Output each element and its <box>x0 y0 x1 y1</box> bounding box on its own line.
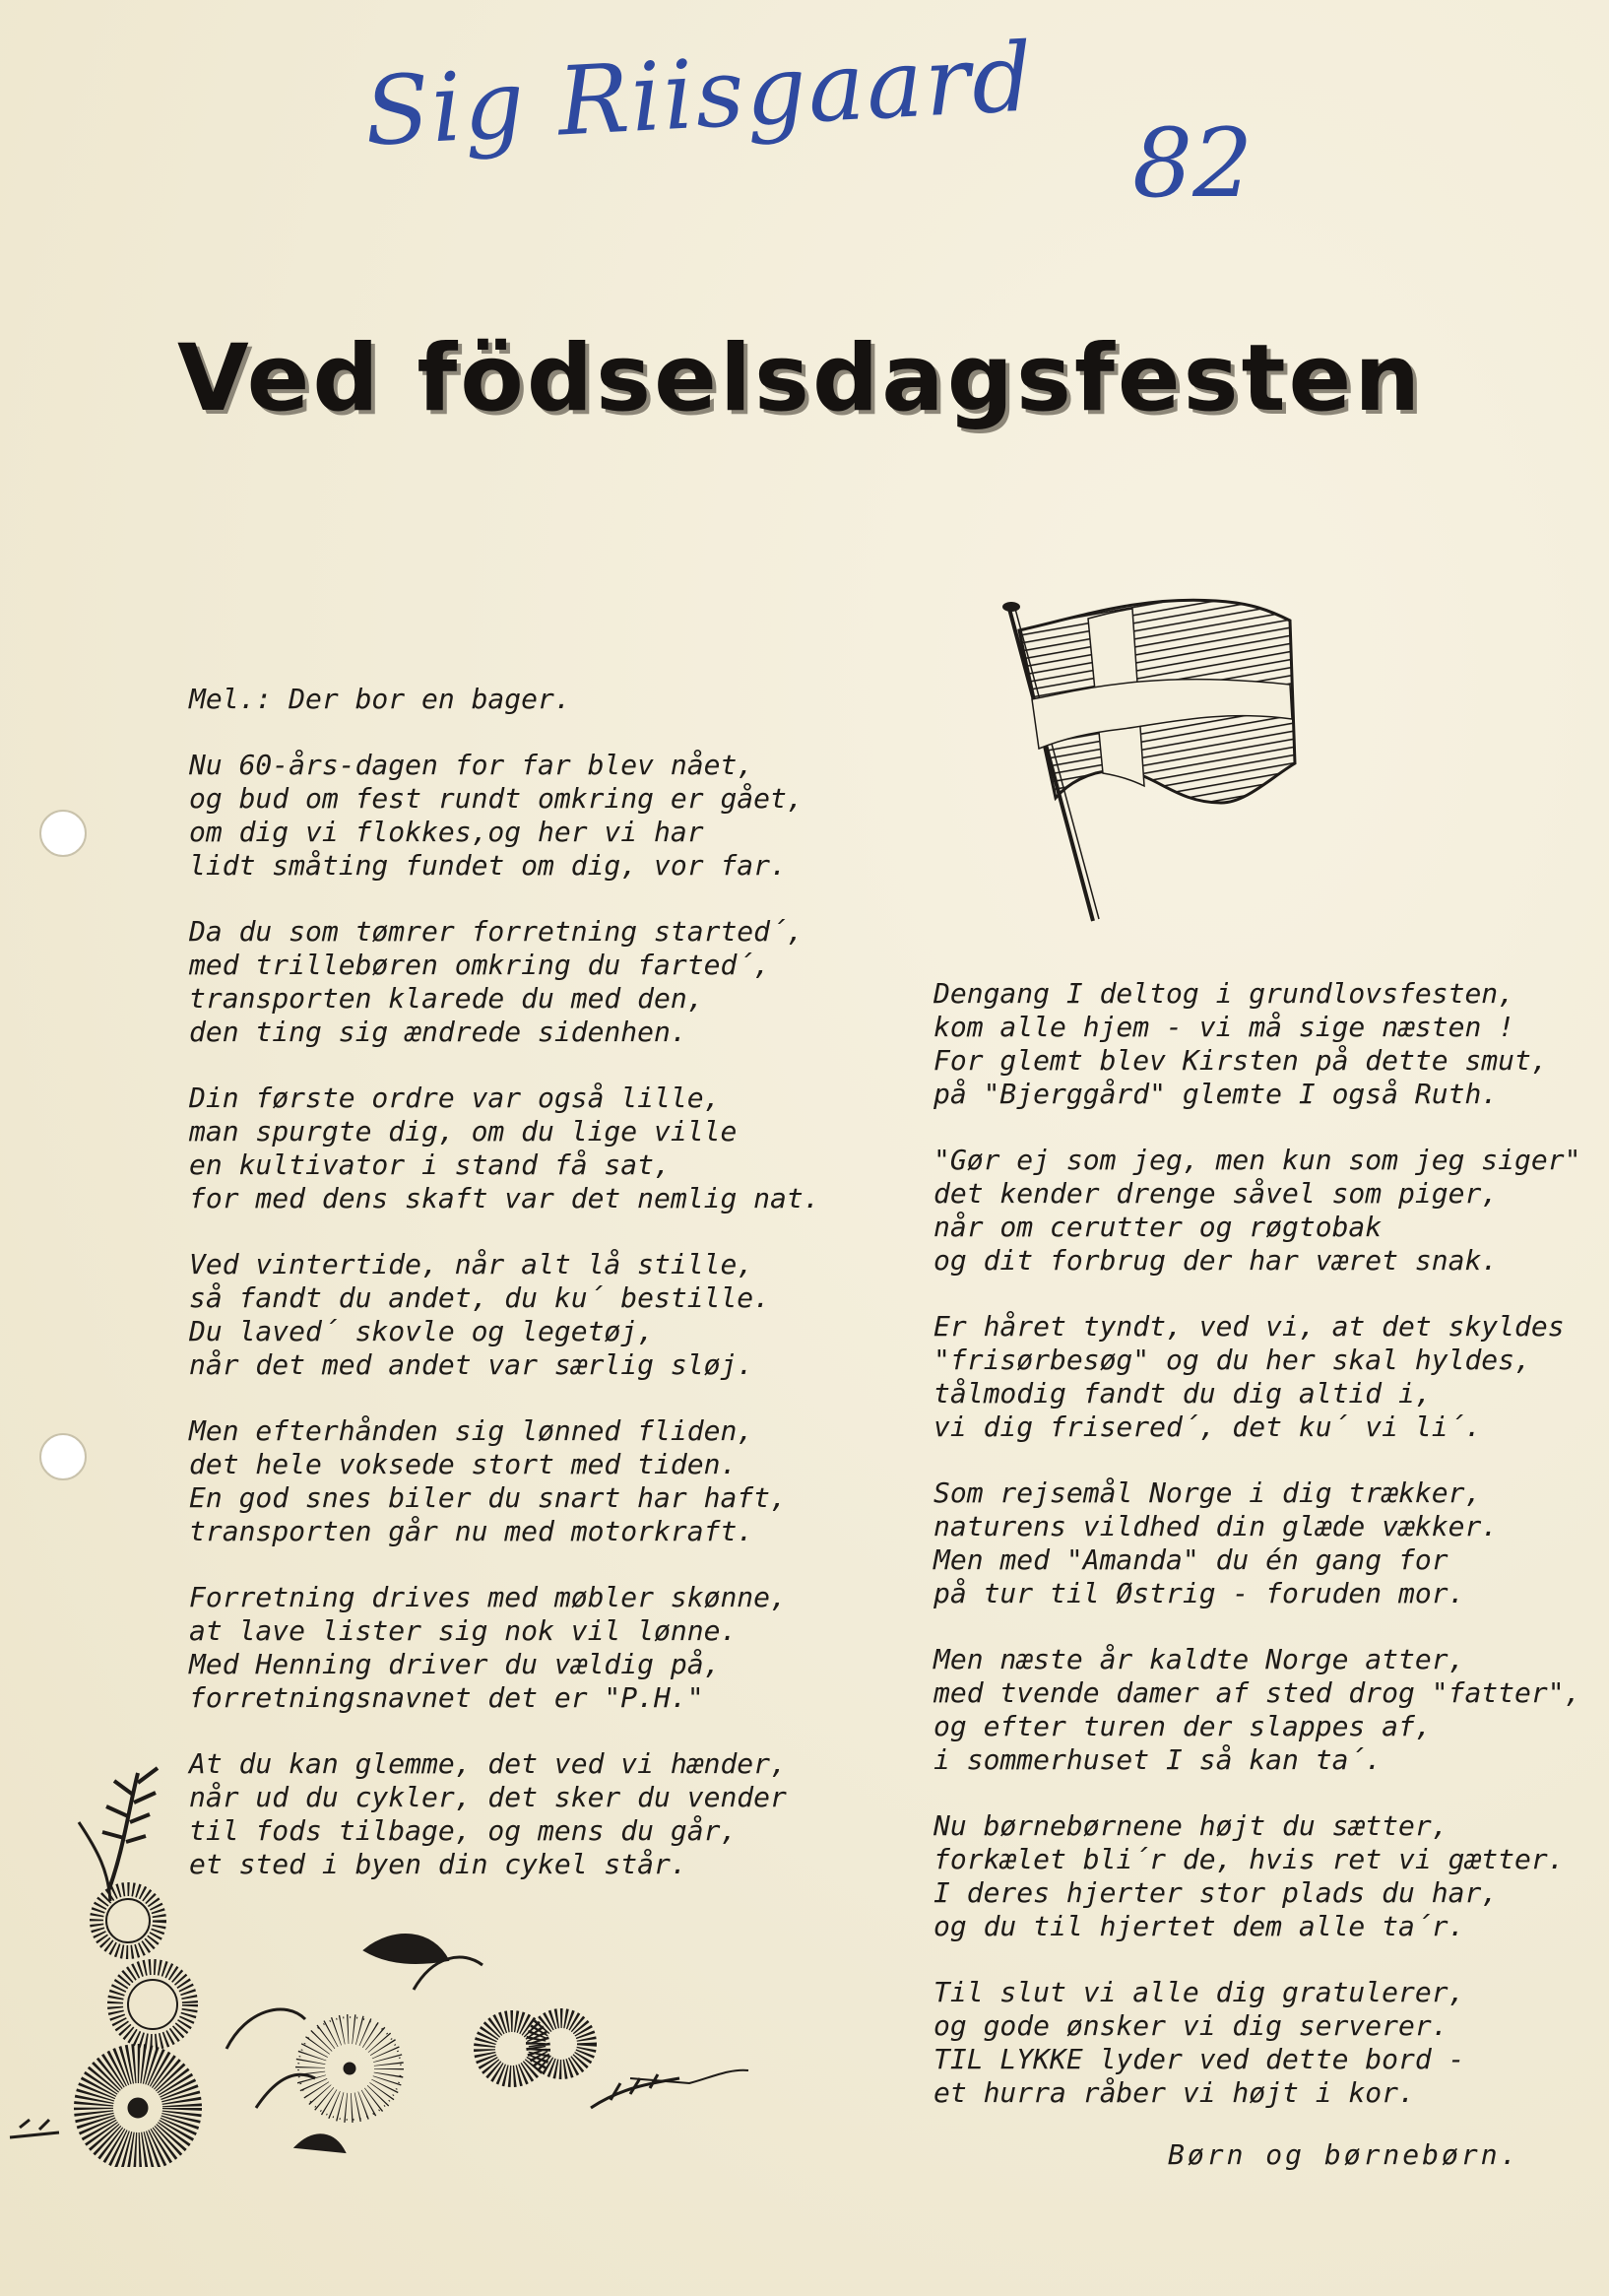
left-column <box>189 683 839 1881</box>
verse <box>933 1643 1583 1777</box>
verse-line: transporten klarede du med den, <box>189 982 704 1015</box>
verse-line: Din første ordre var også lille, <box>189 1082 721 1114</box>
signoff: Børn og børnebørn. <box>1168 2138 1520 2171</box>
verse-line: det hele voksede stort med tiden. <box>189 1448 738 1480</box>
verse-gap <box>933 1278 1583 1310</box>
verse-line: og efter turen der slappes af, <box>933 1710 1432 1742</box>
verse-gap <box>933 1444 1583 1476</box>
verse-line: et hurra råber vi højt i kor. <box>933 2076 1415 2109</box>
verse <box>933 1809 1583 1943</box>
verse-gap <box>189 883 839 915</box>
punch-hole <box>39 1433 87 1480</box>
verse-line: "frisørbesøg" og du her skal hyldes, <box>933 1344 1531 1376</box>
verse-line: Forretning drives med møbler skønne, <box>189 1581 787 1613</box>
verse-line: forretningsnavnet det er "P.H." <box>189 1681 704 1714</box>
verse-line: og dit forbrug der har været snak. <box>933 1244 1499 1277</box>
verse-line: om dig vi flokkes,og her vi har <box>189 816 704 848</box>
verse-line: den ting sig ændrede sidenhen. <box>189 1016 687 1048</box>
danish-flag-illustration <box>995 591 1310 926</box>
verse <box>189 1581 839 1715</box>
verse-line: "Gør ej som jeg, men kun som jeg siger" <box>933 1144 1581 1176</box>
verse-line: Men efterhånden sig lønned fliden, <box>189 1414 754 1447</box>
verse-line: Til slut vi alle dig gratulerer, <box>933 1976 1465 2008</box>
verse-gap <box>189 1382 839 1414</box>
verse-line: For glemt blev Kirsten på dette smut, <box>933 1044 1548 1077</box>
verse-line: forkælet bli´r de, hvis ret vi gætter. <box>933 1843 1565 1875</box>
verse-gap <box>933 1610 1583 1643</box>
verse-line: I deres hjerter stor plads du har, <box>933 1876 1499 1909</box>
verse-line: transporten går nu med motorkraft. <box>189 1515 754 1547</box>
verse-line: at lave lister sig nok vil lønne. <box>189 1614 738 1647</box>
verse-line: kom alle hjem - vi må sige næsten ! <box>933 1011 1515 1043</box>
verse-line: tålmodig fandt du dig altid i, <box>933 1377 1432 1410</box>
verse-line: og bud om fest rundt omkring er gået, <box>189 782 804 815</box>
verse-line: og du til hjertet dem alle ta´r. <box>933 1910 1465 1942</box>
verse <box>189 915 839 1049</box>
verse-line: naturens vildhed din glæde vækker. <box>933 1510 1499 1542</box>
right-verses <box>933 977 1583 2110</box>
verse-line: Dengang I deltog i grundlovsfesten, <box>933 977 1515 1010</box>
verse-line: og gode ønsker vi dig serverer. <box>933 2009 1448 2042</box>
verse-gap <box>933 1777 1583 1809</box>
verse <box>933 1476 1583 1610</box>
verse-gap <box>189 1049 839 1082</box>
verse-line: Med Henning driver du vældig på, <box>189 1648 721 1680</box>
verse-line: En god snes biler du snart har haft, <box>189 1481 787 1514</box>
verse <box>189 1414 839 1548</box>
verse-line: man spurgte dig, om du lige ville <box>189 1115 738 1148</box>
verse-line: Nu 60-års-dagen for far blev nået, <box>189 749 754 781</box>
verse-line: når om cerutter og røgtobak <box>933 1211 1383 1243</box>
verse-line: Men næste år kaldte Norge atter, <box>933 1643 1465 1675</box>
verse <box>933 1976 1583 2110</box>
verse-line: så fandt du andet, du ku´ bestille. <box>189 1281 771 1314</box>
verse <box>189 749 839 883</box>
verse-line: i sommerhuset I så kan ta´. <box>933 1743 1383 1776</box>
verse-line: Er håret tyndt, ved vi, at det skyldes <box>933 1310 1565 1343</box>
song-title: Ved födselsdagsfesten <box>177 325 1424 432</box>
right-column <box>933 977 1583 2110</box>
verse <box>933 1144 1583 1278</box>
verse-gap <box>933 1943 1583 1976</box>
verse-line: på tur til Østrig - foruden mor. <box>933 1577 1465 1609</box>
verse-line: Da du som tømrer forretning started´, <box>189 915 804 948</box>
verse-line: når det med andet var særlig sløj. <box>189 1348 754 1381</box>
verse <box>189 1082 839 1215</box>
verse-line: Som rejsemål Norge i dig trækker, <box>933 1476 1482 1509</box>
verse-line: TIL LYKKE lyder ved dette bord - <box>933 2043 1465 2075</box>
handwritten-number: 82 <box>1132 108 1254 219</box>
verse-line: på "Bjerggård" glemte I også Ruth. <box>933 1078 1499 1110</box>
verse-gap <box>189 1215 839 1248</box>
verse <box>933 977 1583 1111</box>
verse <box>189 1248 839 1382</box>
verse-line: med tvende damer af sted drog "fatter", <box>933 1676 1581 1709</box>
floral-decoration <box>0 1753 807 2167</box>
verse-line: Nu børnebørnene højt du sætter, <box>933 1809 1448 1842</box>
verse-line: et sted i byen din cykel står. <box>189 1848 687 1880</box>
verse <box>933 1310 1583 1444</box>
verse-line: en kultivator i stand få sat, <box>189 1148 671 1181</box>
verse-line: med trillebøren omkring du farted´, <box>189 949 771 981</box>
verse-line: det kender drenge såvel som piger, <box>933 1177 1499 1210</box>
verse-line: lidt småting fundet om dig, vor far. <box>189 849 787 882</box>
left-verses <box>189 749 839 1881</box>
verse-line: for med dens skaft var det nemlig nat. <box>189 1182 820 1214</box>
verse-line: Ved vintertide, når alt lå stille, <box>189 1248 754 1280</box>
verse-line: til fods tilbage, og mens du går, <box>189 1814 738 1847</box>
verse-line: når ud du cykler, det sker du vender <box>189 1781 787 1813</box>
verse-line: Men med "Amanda" du én gang for <box>933 1543 1448 1576</box>
handwritten-signature: Sig Riisgaard <box>361 22 1038 167</box>
verse-line: vi dig frisered´, det ku´ vi li´. <box>933 1410 1482 1443</box>
verse-line: At du kan glemme, det ved vi hænder, <box>189 1747 787 1780</box>
verse-gap <box>933 1111 1583 1144</box>
verse-gap <box>189 1715 839 1747</box>
verse-gap <box>189 1548 839 1581</box>
verse-line: Du laved´ skovle og legetøj, <box>189 1315 655 1347</box>
punch-hole <box>39 810 87 857</box>
melody-note: Mel.: Der bor en bager. <box>189 683 571 715</box>
